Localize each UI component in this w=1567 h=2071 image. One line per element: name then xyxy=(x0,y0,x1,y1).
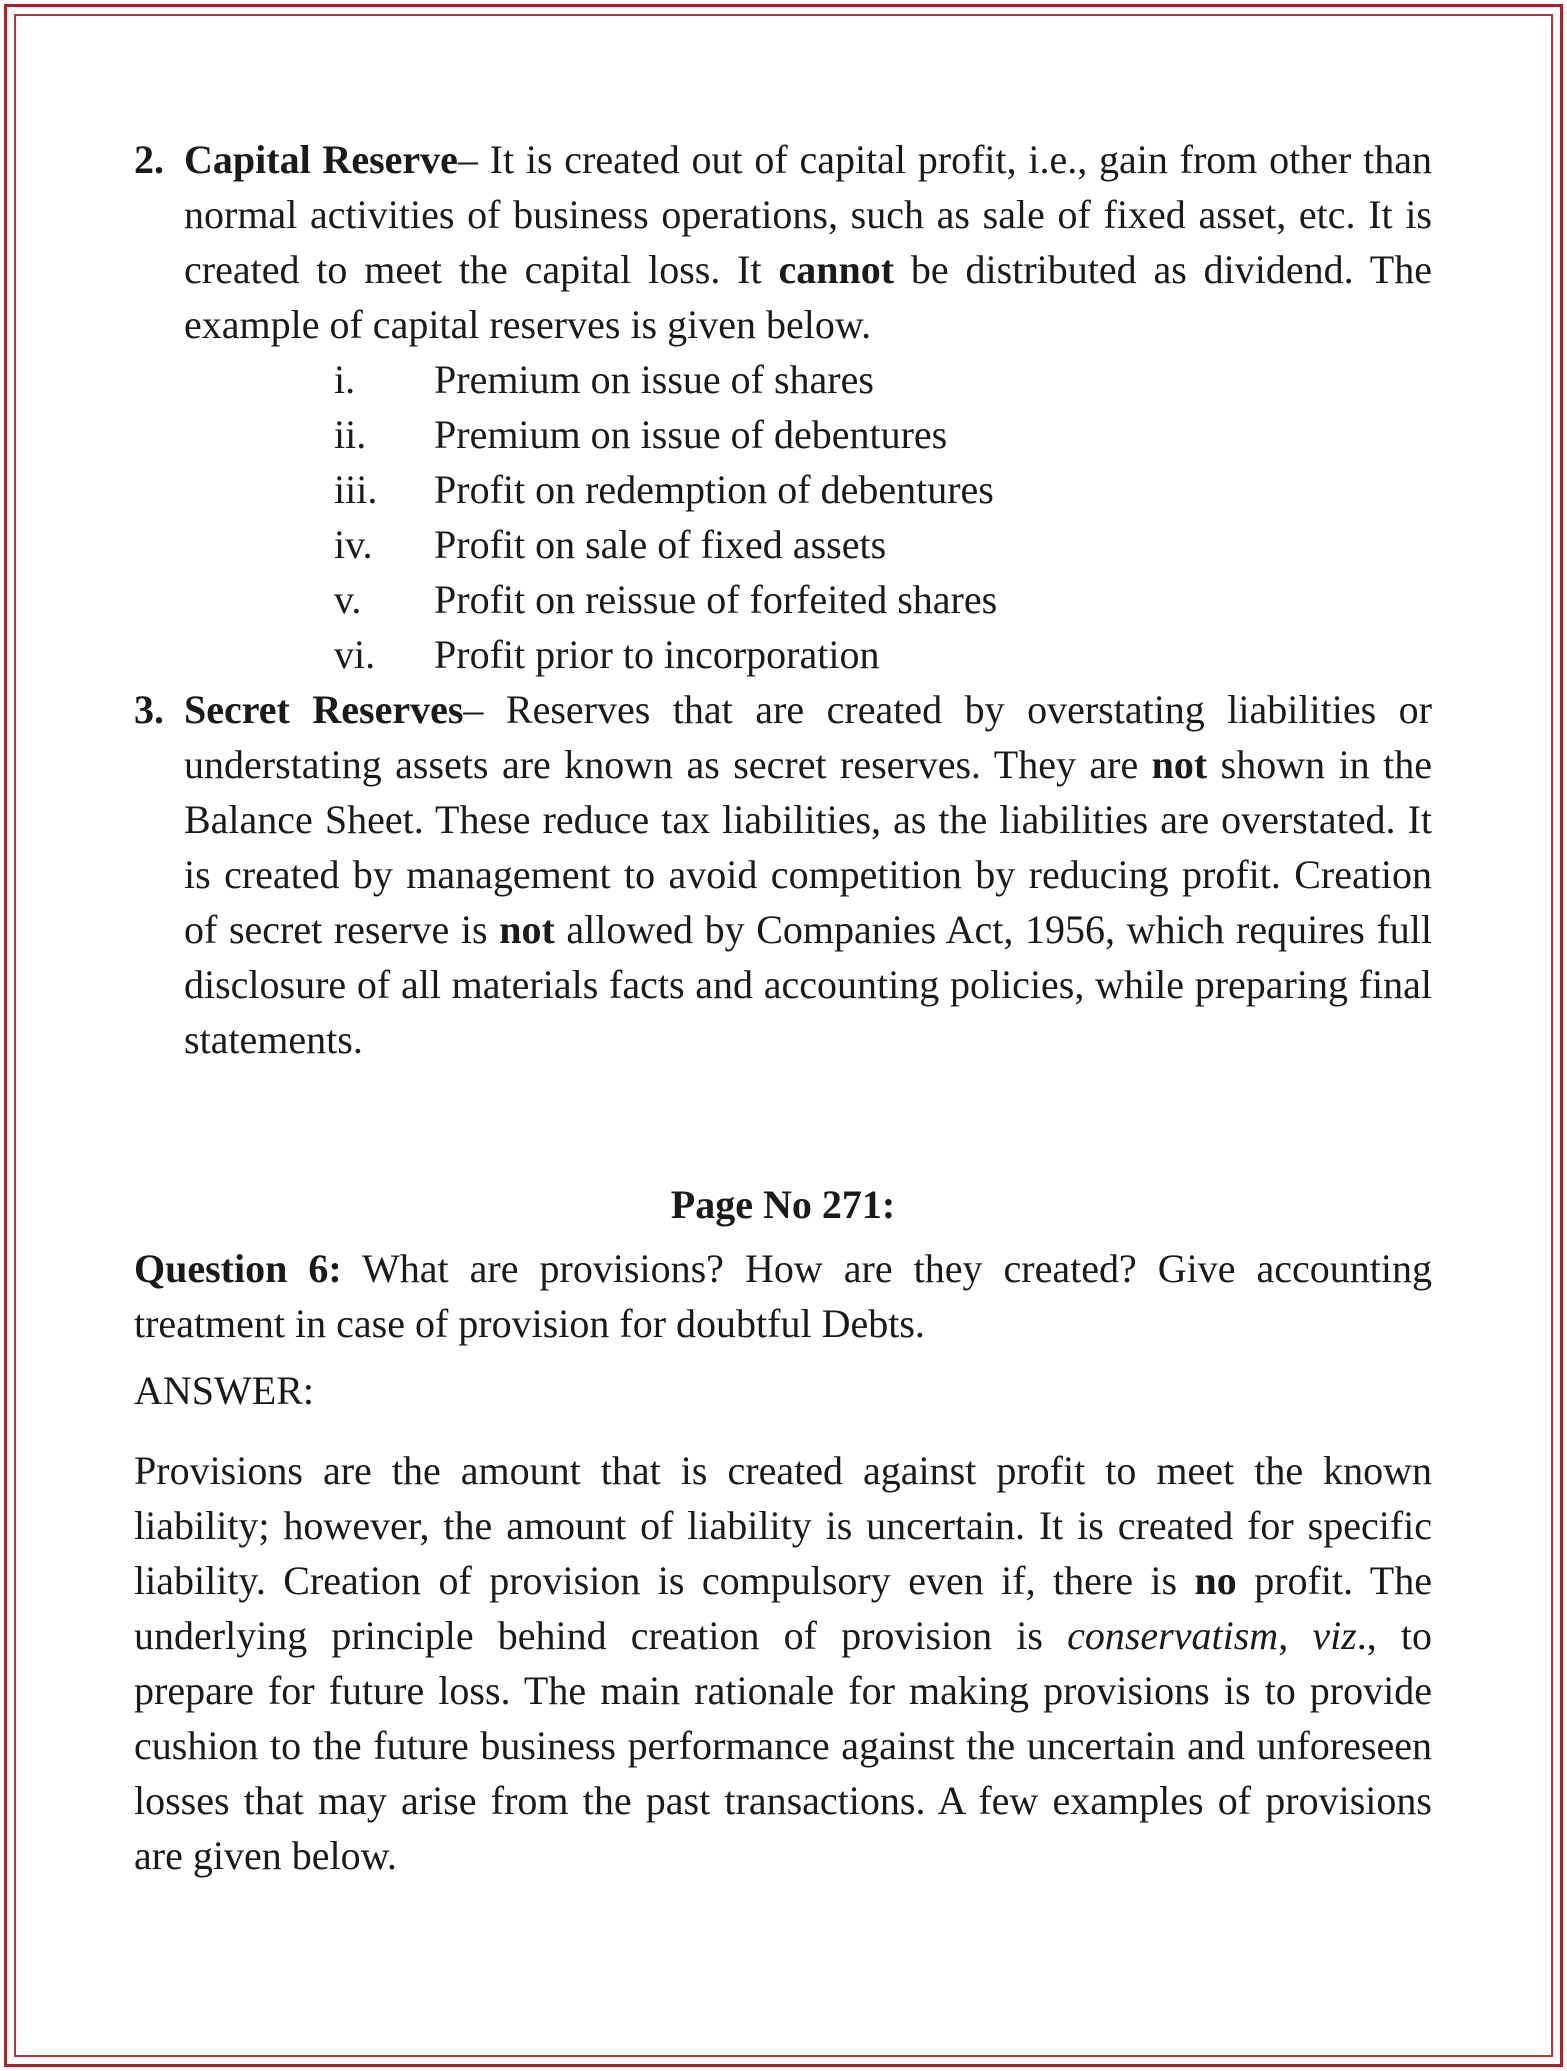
item-number: 2. xyxy=(134,137,164,182)
list-item: iii. Profit on redemption of debentures xyxy=(334,467,994,512)
question-paragraph xyxy=(134,1241,1432,1351)
list-item: i. Premium on issue of shares xyxy=(334,357,874,402)
term-viz: viz xyxy=(1312,1613,1357,1658)
question-text: What are provisions? How are they created? Give accounting treatment in case of provision for doubtful Debts. xyxy=(134,1246,1432,1346)
item-number: 3. xyxy=(134,687,164,732)
secret-reserves-title: Secret Reserves xyxy=(184,687,464,732)
page-heading: Page No 271: xyxy=(670,1182,896,1227)
answer-label: ANSWER: xyxy=(134,1368,314,1413)
document-body xyxy=(134,132,1432,1883)
capital-reserve-title: Capital Reserve xyxy=(184,137,458,182)
secret-reserves-section xyxy=(134,682,1432,1067)
capital-reserve-section xyxy=(134,132,1432,682)
term-conservatism: conservatism xyxy=(1067,1613,1279,1658)
list-item: iv. Profit on sale of fixed assets xyxy=(334,522,887,567)
answer-paragraph: Provisions are the amount that is created against profit to meet the known liability; however, the amount of liability is uncertain. It is created for specific liability. Creation of provision is compulsory even if, there is no profit. The underlying principle behind creation of provision is conservatism, viz., to prepare for future loss. The main rationale for making provisions is to provide cushion to the future business performance against the uncertain and unforeseen losses that may arise from the past transactions. A few examples of provisions are given below. xyxy=(134,1448,1432,1878)
emphasis-not: not xyxy=(499,907,555,952)
list-item: ii. Premium on issue of debentures xyxy=(334,412,948,457)
emphasis-no: no xyxy=(1194,1558,1237,1603)
capital-reserve-paragraph: Capital Reserve– It is created out of capital profit, i.e., gain from other than normal activities of business operations, such as sale of fixed asset, etc. It is created to meet the capital loss. It cannot be distributed as dividend. The example of capital reserves is given below. xyxy=(184,137,1432,347)
emphasis-not: not xyxy=(1151,742,1208,787)
capital-reserve-examples xyxy=(184,352,1432,682)
list-item: vi. Profit prior to incorporation xyxy=(334,632,880,677)
secret-reserves-paragraph: Secret Reserves– Reserves that are created by overstating liabilities or understating assets are known as secret reserves. They are not shown in the Balance Sheet. These reduce tax liabilities, as the liabilities are overstated. It is created by management to avoid competition by reducing profit. Creation of secret reserve is not allowed by Companies Act, 1956, which requires full disclosure of all materials facts and accounting policies, while preparing final statements. xyxy=(184,687,1432,1062)
question-label: Question 6: xyxy=(134,1246,342,1291)
dash: – xyxy=(457,137,478,182)
list-item: v. Profit on reissue of forfeited shares xyxy=(334,577,998,622)
dash: – xyxy=(463,687,484,732)
emphasis-cannot: cannot xyxy=(778,247,895,292)
